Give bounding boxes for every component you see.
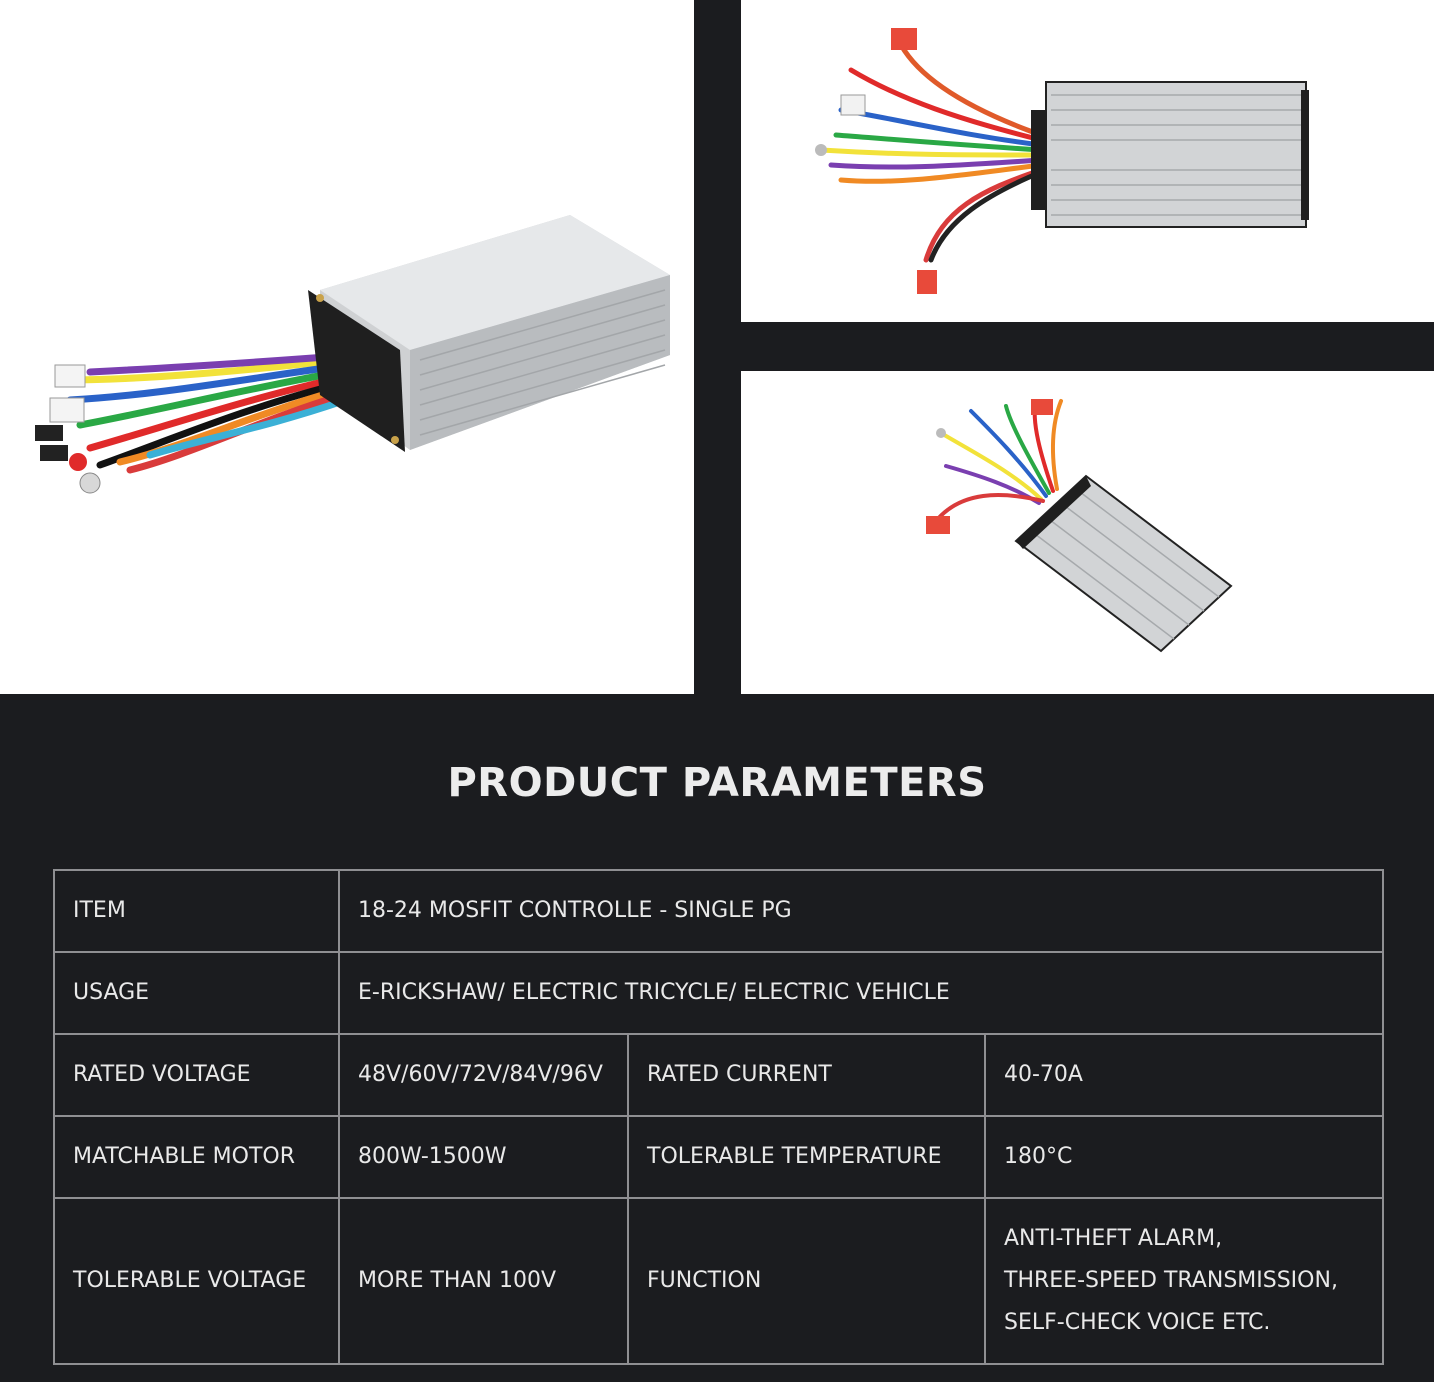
table-row [54,870,1383,952]
table-row [54,1116,1383,1198]
param-value: 40-70A [985,1034,1383,1116]
param-label: RATED CURRENT [628,1034,985,1116]
param-value: MORE THAN 100V [339,1198,628,1364]
param-value: 48V/60V/72V/84V/96V [339,1034,628,1116]
table-row [54,1198,1383,1364]
function-line: THREE-SPEED TRANSMISSION, [1004,1268,1338,1293]
param-value: 18-24 MOSFIT CONTROLLE - SINGLE PG [339,870,1383,952]
function-line: SELF-CHECK VOICE ETC. [1004,1310,1271,1335]
param-value: 180°C [985,1116,1383,1198]
controller-illustration-main [0,0,694,694]
table-row [54,952,1383,1034]
section-title: PRODUCT PARAMETERS [447,760,987,806]
product-photo-bottom-right [741,371,1434,694]
param-label: MATCHABLE MOTOR [54,1116,339,1198]
param-label: ITEM [54,870,339,952]
table-row [54,1034,1383,1116]
product-parameters-table [53,869,1384,1365]
param-label: RATED VOLTAGE [54,1034,339,1116]
product-photo-top-right [741,0,1434,322]
param-label: FUNCTION [628,1198,985,1364]
controller-illustration-top [741,0,1434,322]
controller-illustration-bottom [741,371,1434,694]
param-label: USAGE [54,952,339,1034]
param-value: E-RICKSHAW/ ELECTRIC TRICYCLE/ ELECTRIC VEHICLE [339,952,1383,1034]
function-line: ANTI-THEFT ALARM, [1004,1226,1223,1251]
product-photo-main [0,0,694,694]
param-value: 800W-1500W [339,1116,628,1198]
param-label: TOLERABLE TEMPERATURE [628,1116,985,1198]
param-value-function [985,1198,1383,1364]
param-label: TOLERABLE VOLTAGE [54,1198,339,1364]
